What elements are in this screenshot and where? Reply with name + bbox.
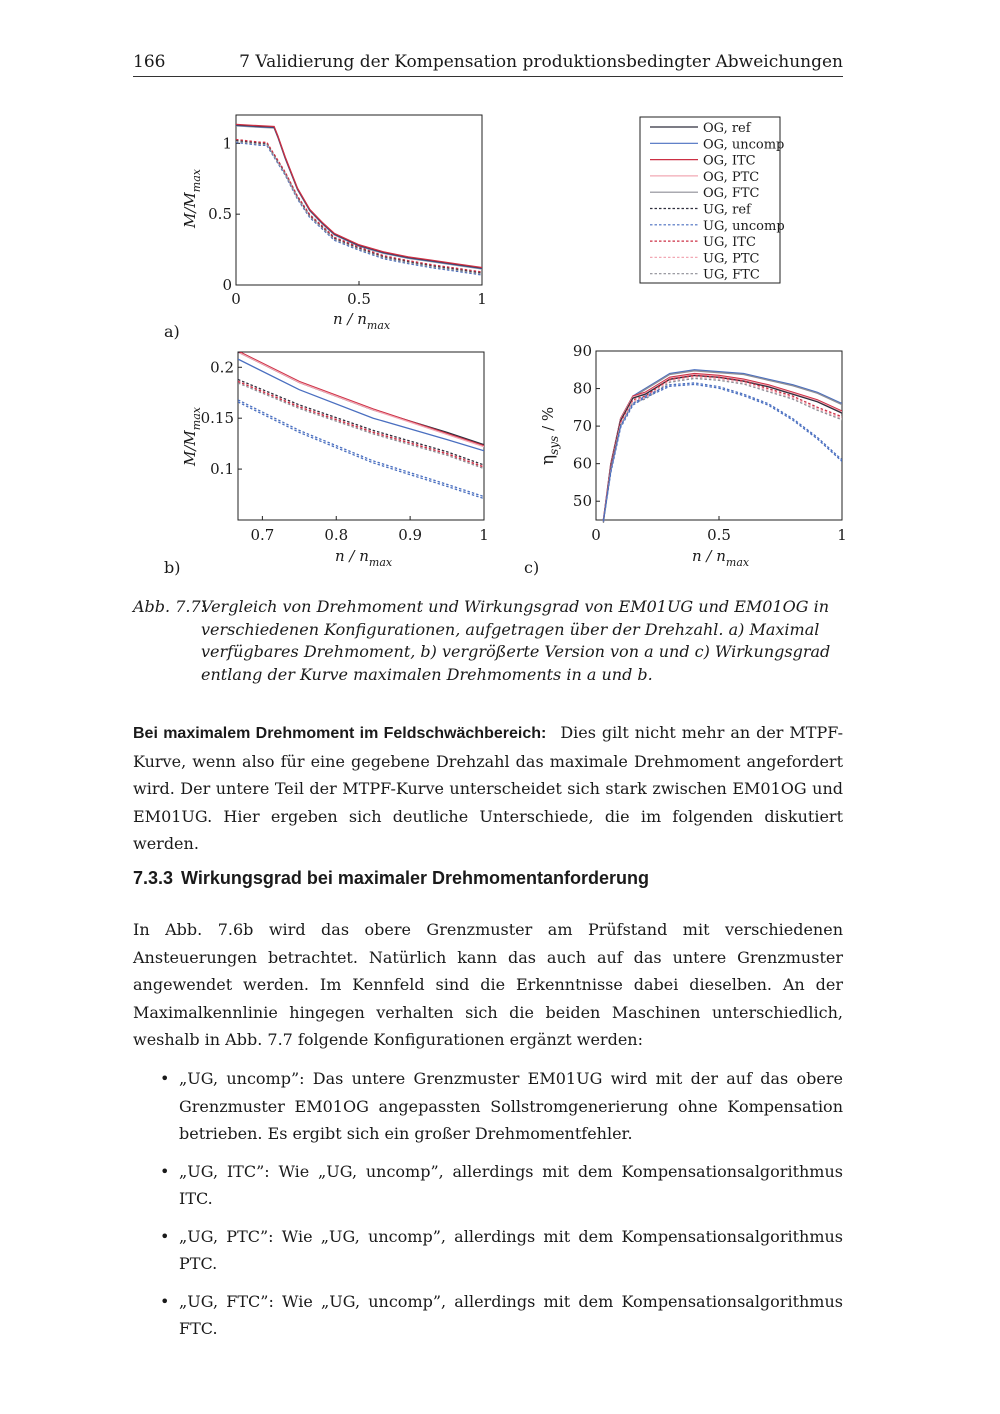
y-tick-label: 0	[222, 276, 232, 294]
panel-b-ylabel: $M/M_{max}$	[181, 407, 203, 466]
y-tick-label: 0.2	[210, 358, 234, 377]
panel-b-plot	[201, 351, 489, 544]
series-line-ug-itc	[238, 382, 484, 468]
caption-text: Vergleich von Drehmoment und Wirkungsgrad von EM01UG und EM01OG in verschiedenen Konfigurationen, aufgetragen über der Drehzahl. a) Maximal verfügbares Drehmoment, b) vergrößerte Version von a und c) Wirkungsgrad entlang der Kurve maximalen Drehmoments in a und b.	[201, 597, 831, 684]
series-line-og-itc	[238, 351, 484, 446]
series-line-og-ftc	[603, 371, 842, 521]
legend-label: UG, uncomp	[703, 218, 785, 234]
panel-c-xlabel: n / $n_{max}$	[692, 547, 750, 569]
section-title: Wirkungsgrad bei maximaler Drehmomentanforderung	[181, 868, 649, 888]
figure-caption	[133, 596, 845, 686]
x-tick-label: 0.8	[324, 526, 349, 544]
x-tick-label: 1	[837, 526, 847, 544]
x-tick-label: 1	[477, 290, 487, 308]
list-item	[133, 1065, 843, 1148]
bullet-icon: •	[160, 1069, 170, 1088]
figure-7-7	[0, 0, 1000, 590]
legend-label: OG, PTC	[703, 169, 760, 185]
legend-label: UG, FTC	[703, 267, 760, 283]
bullet-icon: •	[160, 1226, 170, 1246]
legend-label: UG, ITC	[703, 235, 756, 251]
x-tick-label: 0.5	[347, 290, 371, 308]
legend-label: OG, FTC	[703, 186, 760, 202]
series-line-ug-ref	[238, 380, 484, 466]
section-heading	[133, 868, 843, 889]
list-item	[133, 1158, 843, 1213]
paragraph-text: Dies gilt nicht mehr an der MTPF-Kurve, wenn also für eine gegebene Drehzahl das maximale Drehmoment angefordert wird. Der untere Teil der MTPF-Kurve unterscheidet sich stark zwischen EM01OG und EM01UG. Hier ergeben sich deutliche Unterschiede, die im folgenden diskutiert werden.	[133, 723, 843, 853]
panel-b-xlabel: n / $n_{max}$	[335, 547, 393, 569]
panel-a-plot	[208, 124, 487, 308]
list-item-text: „UG, uncomp”: Das untere Grenzmuster EM01UG wird mit der auf das obere Grenzmuster EM01OG angepassten Sollstromgenerierung ohne Kompensation betrieben. Es ergibt sich ein großer Drehmomentfehler.	[179, 1069, 843, 1143]
series-line-og-uncomp	[603, 370, 842, 520]
series-line-ug-ftc	[236, 142, 482, 275]
paragraph-intro: In Abb. 7.6b wird das obere Grenzmuster am Prüfstand mit verschiedenen Ansteuerungen betrachtet. Natürlich kann das auch auf das untere Grenzmuster angewendet werden. Im Kennfeld sind die Erkenntnisse dabei dieselben. An der Maximalkennlinie hingegen verhalten sich die beiden Maschinen unterschiedlich, weshalb in Abb. 7.7 folgende Konfigurationen ergänzt werden:	[133, 920, 843, 1049]
caption-label: Abb. 7.7:	[133, 597, 207, 616]
panel-label-a: a)	[164, 322, 180, 341]
section-number: 7.3.3	[133, 868, 174, 888]
config-list	[133, 1065, 843, 1353]
list-item	[133, 1223, 843, 1278]
list-item-text: „UG, PTC”: Wie „UG, uncomp”, allerdings mit dem Kompensationsalgorithmus PTC.	[179, 1226, 843, 1273]
series-line-ug-uncomp	[238, 400, 484, 497]
panel-label-b: b)	[164, 558, 181, 577]
chapter-title: 7 Validierung der Kompensation produktionsbedingter Abweichungen	[239, 52, 843, 72]
panel-label-c: c)	[524, 558, 540, 577]
legend-label: OG, uncomp	[703, 137, 785, 153]
series-line-og-ref	[238, 352, 484, 445]
x-tick-label: 0	[231, 290, 241, 308]
legend-label: OG, ITC	[703, 153, 756, 169]
y-tick-label: 1	[222, 134, 232, 153]
y-tick-label: 0.1	[210, 460, 234, 479]
series-line-ug-ref	[236, 141, 482, 274]
y-tick-label: 60	[572, 454, 592, 473]
x-tick-label: 1	[479, 526, 489, 544]
legend-label: OG, ref	[703, 121, 751, 136]
y-tick-label: 90	[572, 342, 592, 360]
series-line-ug-uncomp	[236, 143, 482, 276]
bullet-icon: •	[160, 1161, 170, 1181]
page-number: 166	[133, 52, 166, 72]
y-tick-label: 0.5	[208, 205, 232, 224]
panel-a-ylabel: $M/M_{max}$	[181, 169, 203, 228]
x-tick-label: 0.5	[707, 526, 731, 544]
series-line-ug-itc	[236, 140, 482, 273]
legend-label: UG, PTC	[703, 251, 760, 267]
x-tick-label: 0	[591, 526, 601, 544]
panel-c-plot	[573, 342, 847, 544]
x-tick-label: 0.7	[250, 526, 275, 544]
list-item-text: „UG, ITC”: Wie „UG, uncomp”, allerdings mit dem Kompensationsalgorithmus ITC.	[179, 1161, 843, 1208]
bullet-icon: •	[160, 1291, 170, 1311]
y-tick-label: 0.15	[200, 409, 234, 428]
y-tick-label: 70	[572, 417, 592, 436]
legend-label: UG, ref	[703, 202, 751, 218]
series-line-og-uncomp	[236, 125, 482, 268]
panel-c-ylabel: $\eta_{sys}$ / %	[538, 406, 561, 465]
y-tick-label: 50	[572, 492, 592, 511]
panel-a-xlabel: n / $n_{max}$	[333, 310, 391, 332]
list-item-text: „UG, FTC”: Wie „UG, uncomp”, allerdings mit dem Kompensationsalgorithmus FTC.	[179, 1291, 843, 1338]
series-line-og-ftc	[236, 126, 482, 269]
x-tick-label: 0.9	[398, 526, 423, 544]
paragraph-run-in-heading: Bei maximalem Drehmoment im Feldschwächbereich:	[133, 725, 547, 742]
paragraph-feldschwaechbereich	[133, 719, 843, 858]
y-tick-label: 80	[572, 379, 592, 398]
panel-a-frame	[236, 115, 482, 285]
list-item	[133, 1288, 843, 1343]
